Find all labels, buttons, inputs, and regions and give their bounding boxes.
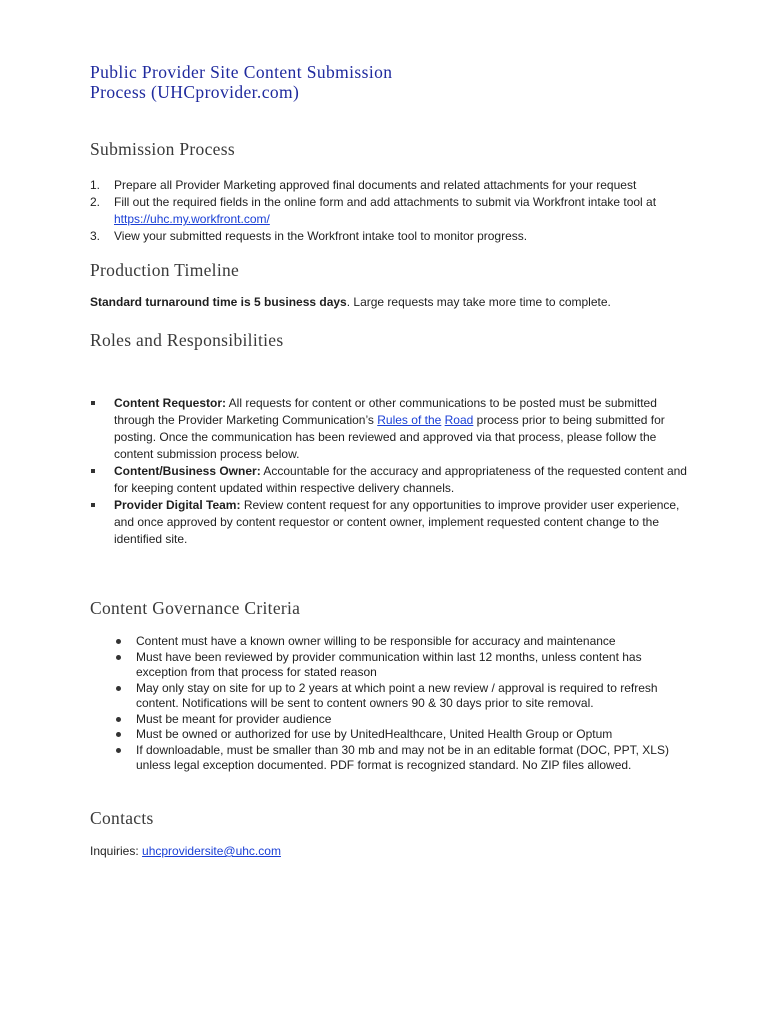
step-text: Prepare all Provider Marketing approved final documents and related attachments for your request (114, 178, 637, 192)
submission-step (90, 228, 690, 245)
square-bullet-icon (91, 503, 95, 507)
contacts-heading: Contacts (90, 808, 154, 828)
role-label: Content Requestor: (114, 396, 226, 410)
road-link[interactable]: Road (444, 413, 474, 427)
criteria-text: Must have been reviewed by provider communication within last 12 months, unless content has exception from that process for stated reason (136, 649, 642, 679)
roles-heading: Roles and Responsibilities (90, 330, 284, 350)
criteria-text: Must be meant for provider audience (136, 711, 332, 726)
governance-criteria-list (115, 634, 675, 774)
submission-step (90, 194, 690, 228)
workfront-link[interactable]: https://uhc.my.workfront.com/ (114, 212, 270, 226)
criteria-text: Content must have a known owner willing to be responsible for accuracy and maintenance (136, 634, 616, 648)
document-title (90, 62, 392, 102)
contact-email-link[interactable]: uhcprovidersite@uhc.com (142, 844, 281, 858)
criteria-text: Must be owned or authorized for use by UnitedHealthcare, United Health Group or Optum (136, 727, 613, 741)
criteria-text: May only stay on site for up to 2 years at which point a new review / approval is required to refresh content. Notifications will be sent to content owners 90 & 30 days prior to site removal. (136, 680, 658, 710)
role-text: process prior to being submitted for posting. Once the communication has been reviewed and approved via that process, please follow the content submission process below. (114, 413, 665, 461)
step-number: 1. (90, 178, 101, 192)
role-item (90, 463, 690, 497)
role-text: Accountable for the accuracy and appropriateness of the requested content and for keeping content updated within respective delivery channels. (114, 464, 687, 495)
document-title-line-1: Public Provider Site Content Submission (90, 62, 393, 82)
timeline-paragraph (90, 294, 710, 311)
role-label: Provider Digital Team: (114, 498, 241, 512)
contacts-line (90, 843, 281, 860)
role-item (90, 395, 690, 463)
round-bullet-icon (116, 717, 121, 722)
criteria-item (115, 681, 675, 712)
production-timeline-heading: Production Timeline (90, 260, 240, 280)
criteria-item (115, 712, 675, 728)
round-bullet-icon (116, 748, 121, 753)
step-text: Fill out the required fields in the online form and add attachments to submit via Workfront intake tool at (114, 195, 657, 209)
step-number: 2. (90, 195, 101, 209)
round-bullet-icon (116, 639, 121, 644)
square-bullet-icon (91, 401, 95, 405)
criteria-item (115, 743, 675, 774)
role-text: All requests for content or other communications to be posted must be submitted through the Provider Marketing Communication’s (114, 396, 657, 427)
timeline-note: . Large requests may take more time to complete. (346, 295, 611, 309)
submission-process-heading: Submission Process (90, 139, 235, 159)
criteria-item (115, 727, 675, 743)
round-bullet-icon (116, 655, 121, 660)
rules-of-the-road-link[interactable]: Rules of the (377, 413, 442, 427)
role-item (90, 497, 690, 548)
square-bullet-icon (91, 469, 95, 473)
criteria-item (115, 634, 675, 650)
step-text: View your submitted requests in the Workfront intake tool to monitor progress. (114, 229, 528, 243)
governance-heading: Content Governance Criteria (90, 598, 301, 618)
criteria-item (115, 650, 675, 681)
role-label: Content/Business Owner: (114, 464, 261, 478)
submission-steps-list (90, 177, 690, 245)
submission-step (90, 177, 690, 194)
step-number: 3. (90, 229, 101, 243)
inquiries-label: Inquiries: (90, 844, 143, 858)
round-bullet-icon (116, 686, 121, 691)
roles-list (90, 395, 690, 548)
round-bullet-icon (116, 732, 121, 737)
document-title-line-2: Process (UHCprovider.com) (90, 82, 300, 102)
turnaround-time-text: Standard turnaround time is 5 business days (90, 295, 347, 309)
criteria-text: If downloadable, must be smaller than 30 mb and may not be in an editable format (DOC, PPT, XLS) unless legal exception documented. PDF format is recognized standard. No ZIP files allowed. (136, 742, 669, 772)
role-text: Review content request for any opportunities to improve provider user experience, and once approved by content requestor or content owner, implement requested content change to the identified site. (114, 498, 680, 546)
